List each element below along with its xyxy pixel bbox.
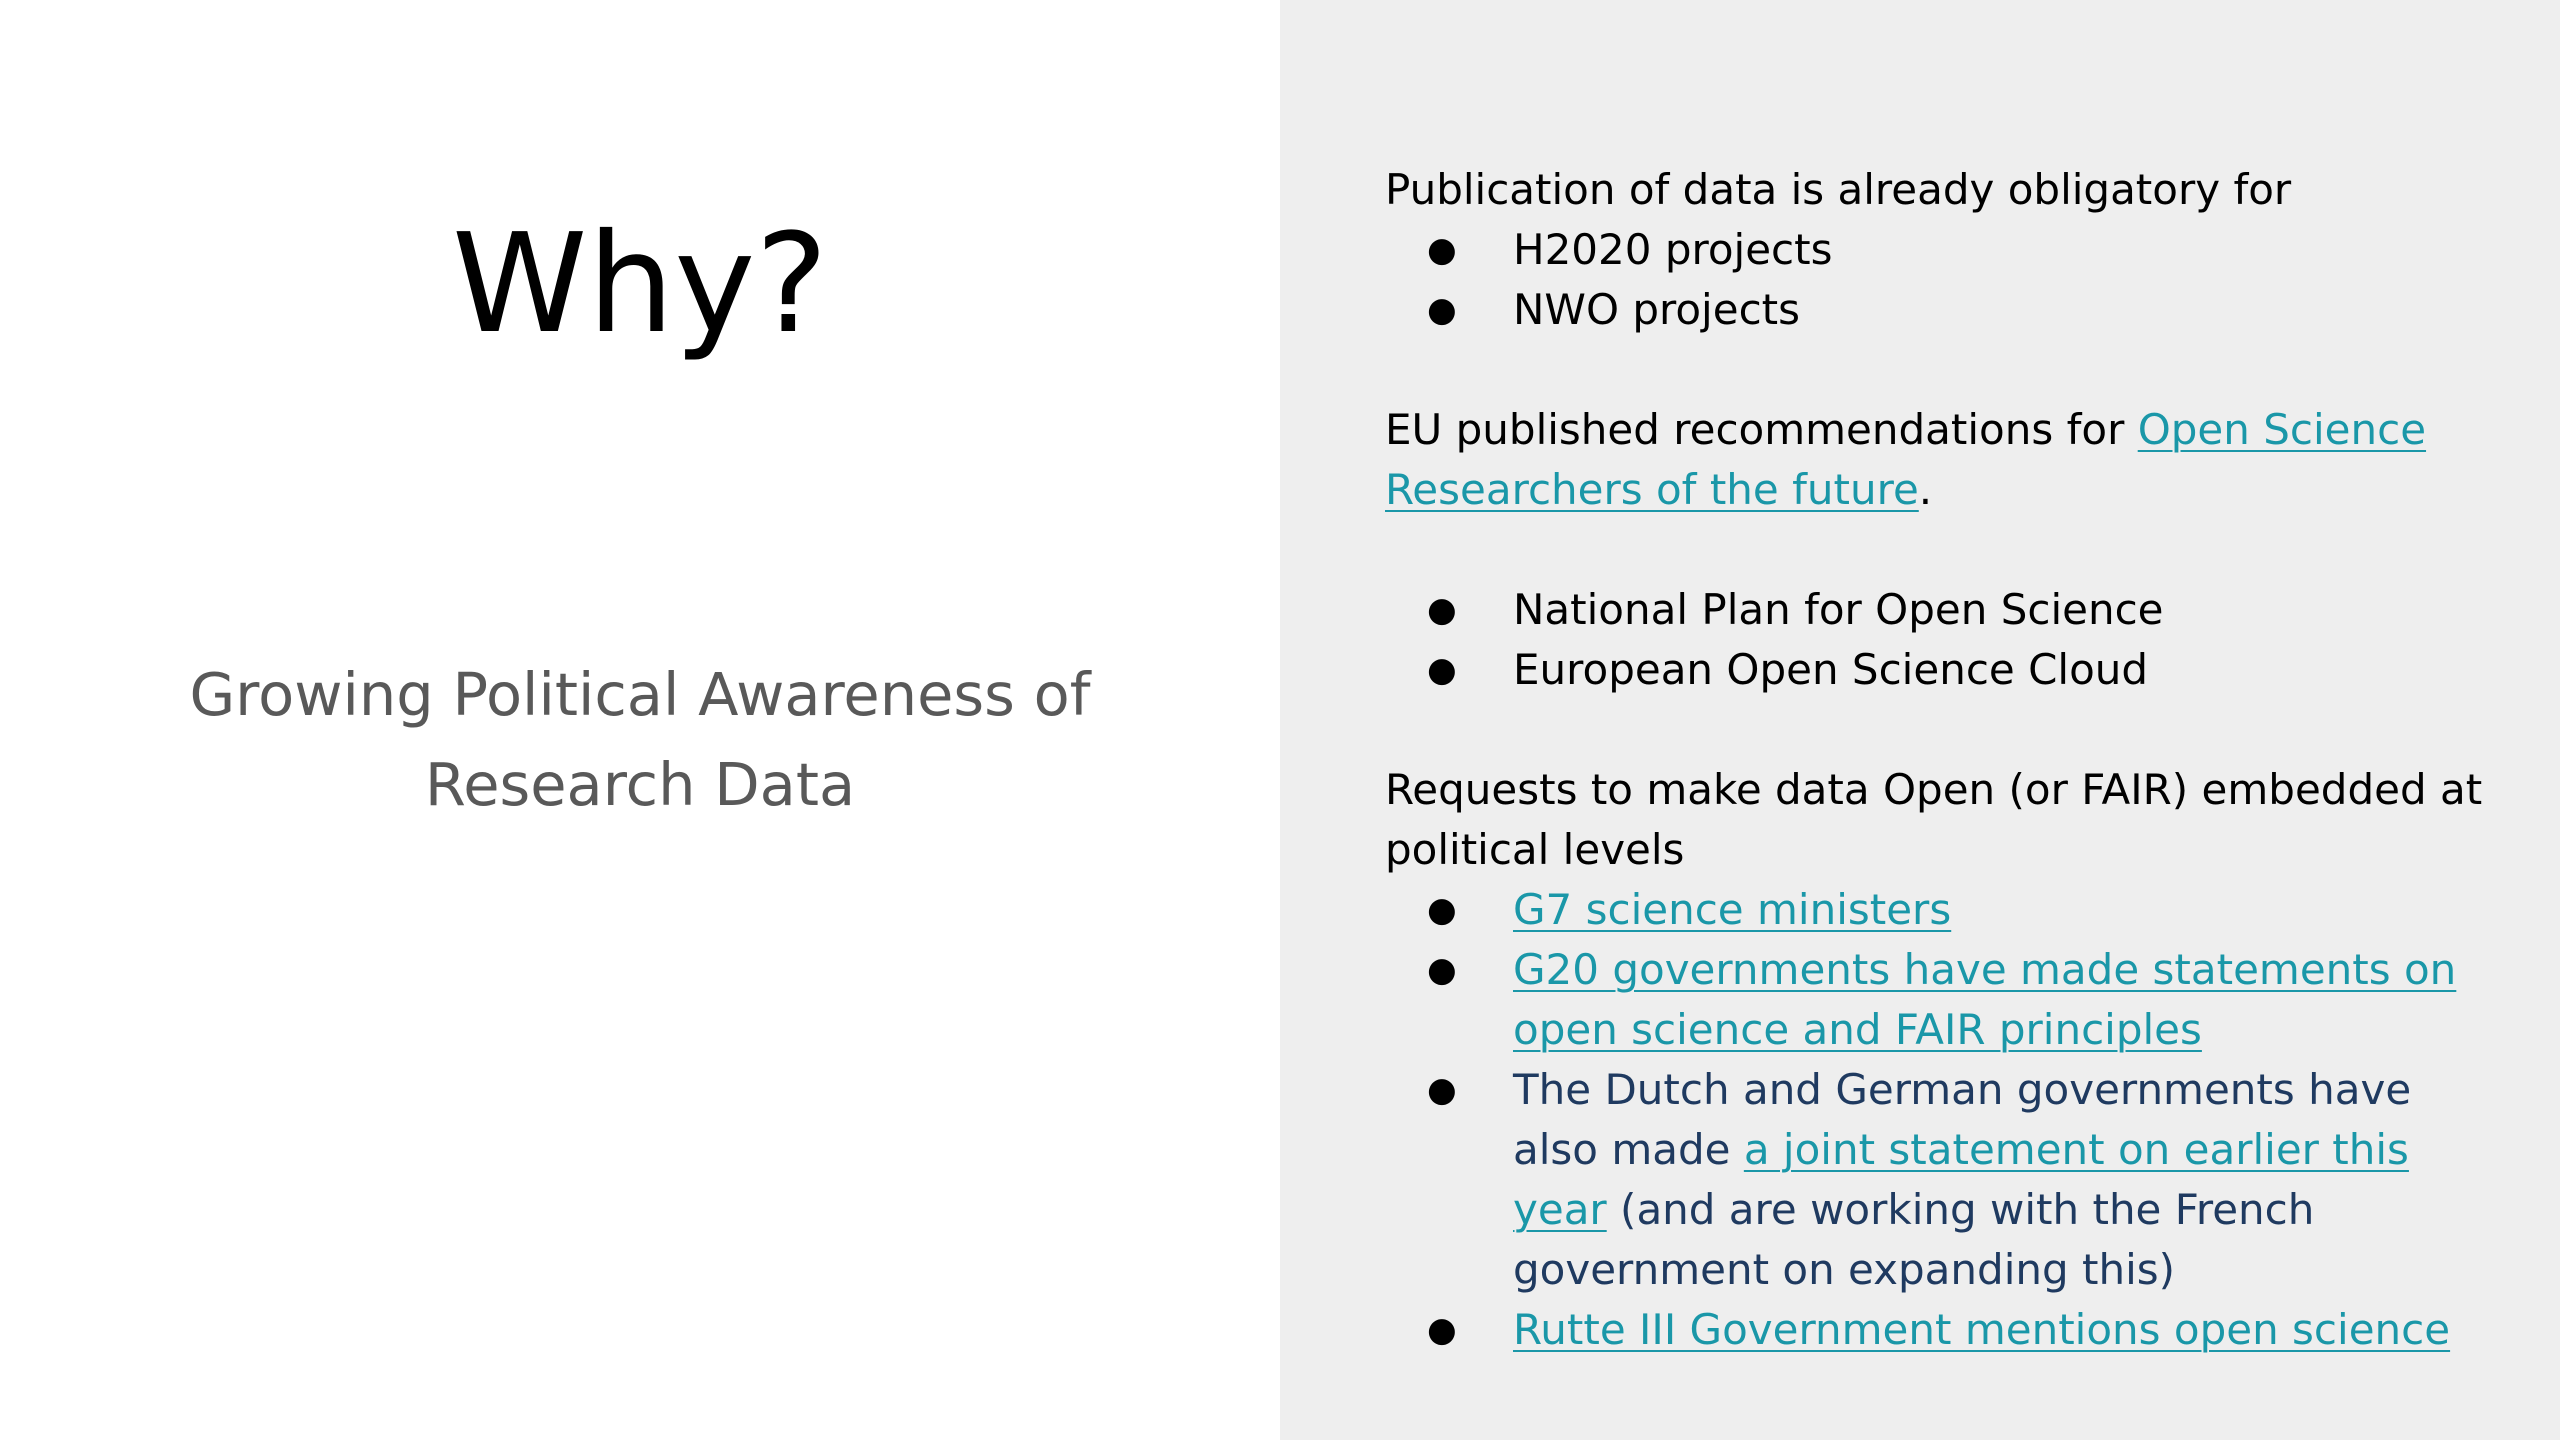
paragraph-eu-recommendations — [1385, 400, 2505, 520]
list-item — [1385, 880, 2505, 940]
paragraph-obligatory: Publication of data is already obligatory for — [1385, 165, 2292, 214]
content-body — [1385, 160, 2505, 1360]
bullet-list-plans — [1385, 580, 2505, 700]
list-item — [1385, 220, 2505, 280]
list-item-label: European Open Science Cloud — [1513, 645, 2149, 694]
list-item — [1385, 280, 2505, 340]
spacer — [1385, 340, 2505, 400]
bullet-icon: ● — [1427, 1310, 1457, 1350]
g7-science-ministers-link[interactable]: G7 science ministers — [1513, 885, 1952, 934]
bullet-icon: ● — [1427, 1070, 1457, 1110]
bullet-icon: ● — [1427, 230, 1457, 270]
list-item — [1385, 640, 2505, 700]
bullet-icon: ● — [1427, 590, 1457, 630]
list-item-label: H2020 projects — [1513, 225, 1833, 274]
list-item-label: National Plan for Open Science — [1513, 585, 2164, 634]
slide-subtitle: Growing Political Awareness of Research Data — [189, 660, 1091, 819]
joint-statement-link[interactable]: a joint statement on earlier this year — [1513, 1125, 2409, 1234]
bullet-list-political — [1385, 880, 2505, 1360]
list-item — [1385, 1300, 2505, 1360]
spacer — [1385, 520, 2505, 580]
g20-statements-link[interactable]: G20 governments have made statements on open science and FAIR principles — [1513, 945, 2457, 1054]
eu-text-period: . — [1918, 465, 1933, 514]
dutch-german-text-suffix: (and are working with the French government on expanding this) — [1513, 1185, 2315, 1294]
list-item — [1385, 940, 2505, 1060]
rutte-iii-link[interactable]: Rutte III Government mentions open science — [1513, 1305, 2451, 1354]
bullet-icon: ● — [1427, 950, 1457, 990]
list-item — [1385, 580, 2505, 640]
eu-text: EU published recommendations for — [1385, 405, 2138, 454]
bullet-icon: ● — [1427, 890, 1457, 930]
open-science-researchers-link[interactable]: Open Science Researchers of the future — [1385, 405, 2427, 514]
bullet-list-projects — [1385, 220, 2505, 340]
paragraph-requests: Requests to make data Open (or FAIR) embedded at political levels — [1385, 765, 2483, 874]
list-item-label: NWO projects — [1513, 285, 1801, 334]
spacer — [1385, 700, 2505, 760]
slide-title: Why? — [451, 205, 829, 364]
bullet-icon: ● — [1427, 290, 1457, 330]
bullet-icon: ● — [1427, 650, 1457, 690]
list-item — [1385, 1060, 2505, 1300]
dutch-german-text: The Dutch and German governments have also made — [1513, 1065, 2412, 1174]
